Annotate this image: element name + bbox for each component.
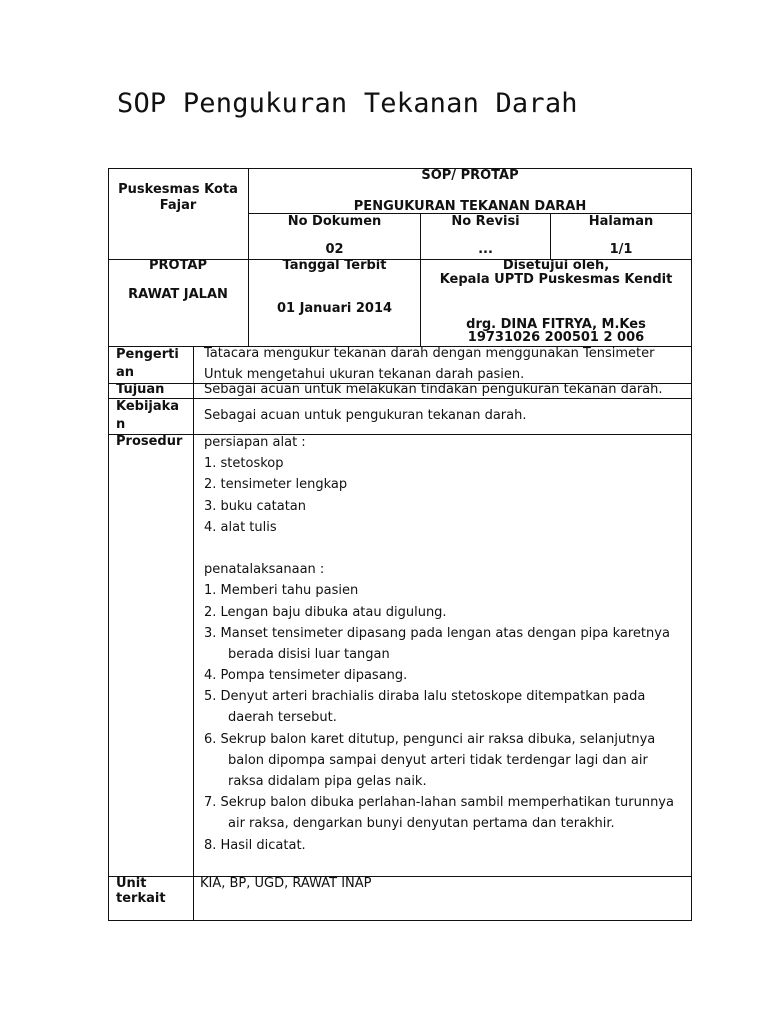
- prosedur-line: 2. Lengan baju dibuka atau digulung.: [204, 604, 447, 620]
- rawat-jalan-label: RAWAT JALAN: [128, 287, 228, 302]
- prosedur-line: 1. stetoskop: [204, 456, 284, 472]
- prosedur-line: 4. Pompa tensimeter dipasang.: [204, 668, 408, 684]
- unit-terkait-text: KIA, BP, UGD, RAWAT INAP: [200, 876, 372, 891]
- unit-label-line-2: terkait: [116, 891, 166, 906]
- unit-terkait-label: [116, 876, 166, 906]
- prosedur-line: 4. alat tulis: [204, 519, 277, 535]
- pengertian-label: [116, 346, 179, 382]
- prosedur-line: 7. Sekrup balon dibuka perlahan-lahan sambil memperhatikan turunnya: [204, 795, 674, 811]
- institution-line-1: Puskesmas Kota: [118, 182, 238, 197]
- prosedur-line: 8. Hasil dicatat.: [204, 837, 306, 853]
- approval-line-1: Disetujui oleh,: [502, 258, 610, 273]
- no-revisi-value: ...: [478, 242, 493, 257]
- document-title: SOP Pengukuran Tekanan Darah: [117, 88, 578, 119]
- no-dokumen-value: 02: [325, 242, 344, 257]
- table-border-left: [108, 168, 109, 921]
- divider: [108, 876, 692, 877]
- prosedur-line: 3. buku catatan: [204, 498, 307, 514]
- prosedur-line: penatalaksanaan :: [204, 562, 325, 578]
- institution-line-2: Fajar: [159, 198, 197, 213]
- kebijakan-text: Sebagai acuan untuk pengukuran tekanan darah.: [204, 408, 527, 423]
- tujuan-text: Sebagai acuan untuk melakukan tindakan pengukuran tekanan darah.: [204, 382, 663, 397]
- approver-nip: 19731026 200501 2 006: [467, 330, 645, 345]
- doc-title: PENGUKURAN TEKANAN DARAH: [353, 199, 587, 214]
- divider: [108, 398, 692, 399]
- prosedur-line: [204, 538, 674, 559]
- prosedur-line: 2. tensimeter lengkap: [204, 477, 348, 493]
- halaman-value: 1/1: [609, 242, 633, 257]
- pengertian-label-line-1: Pengerti: [116, 347, 179, 362]
- prosedur-line: raksa didalam pipa gelas naik.: [228, 774, 427, 789]
- approver-name: drg. DINA FITRYA, M.Kes: [466, 317, 646, 332]
- kebijakan-label-line-1: Kebijaka: [116, 399, 180, 414]
- pengertian-text-1: Tatacara mengukur tekanan darah dengan menggunakan Tensimeter: [204, 346, 655, 361]
- prosedur-label: Prosedur: [116, 434, 183, 449]
- prosedur-line: daerah tersebut.: [228, 710, 337, 726]
- kebijakan-label-line-2: n: [116, 417, 126, 432]
- doc-type: SOP/ PROTAP: [421, 168, 519, 183]
- prosedur-list: [204, 432, 674, 856]
- prosedur-line: 1. Memberi tahu pasien: [204, 583, 359, 599]
- prosedur-line: 5. Denyut arteri brachialis diraba lalu stetoskope ditempatkan pada: [204, 689, 646, 705]
- approval-line-2: Kepala UPTD Puskesmas Kendit: [439, 272, 673, 287]
- tujuan-label: Tujuan: [116, 382, 165, 397]
- table-border-bottom: [108, 920, 692, 921]
- no-dokumen-label: No Dokumen: [287, 214, 382, 229]
- tanggal-label: Tanggal Terbit: [282, 258, 387, 273]
- prosedur-line: berada disisi luar tangan: [228, 646, 390, 662]
- table-border-right: [691, 168, 692, 921]
- tanggal-value: 01 Januari 2014: [276, 301, 393, 316]
- pengertian-text-2: Untuk mengetahui ukuran tekanan darah pasien.: [204, 367, 525, 382]
- prosedur-line: 3. Manset tensimeter dipasang pada lengan atas dengan pipa karetnya: [204, 625, 670, 641]
- divider: [193, 346, 194, 921]
- prosedur-line: persiapan alat :: [204, 435, 306, 450]
- kebijakan-label: [116, 398, 179, 434]
- halaman-label: Halaman: [588, 214, 654, 229]
- prosedur-line: 6. Sekrup balon karet ditutup, pengunci air raksa dibuka, selanjutnya: [204, 731, 656, 747]
- no-revisi-label: No Revisi: [451, 214, 520, 229]
- institution-name: [110, 182, 246, 214]
- pengertian-label-line-2: an: [116, 365, 135, 380]
- prosedur-line: balon dipompa sampai denyut arteri tidak terdengar lagi dan air: [228, 752, 648, 768]
- prosedur-line: air raksa, dengarkan bunyi denyutan pertama dan terakhir.: [228, 816, 615, 832]
- protap-label: PROTAP: [148, 258, 208, 273]
- unit-label-line-1: Unit: [116, 876, 147, 891]
